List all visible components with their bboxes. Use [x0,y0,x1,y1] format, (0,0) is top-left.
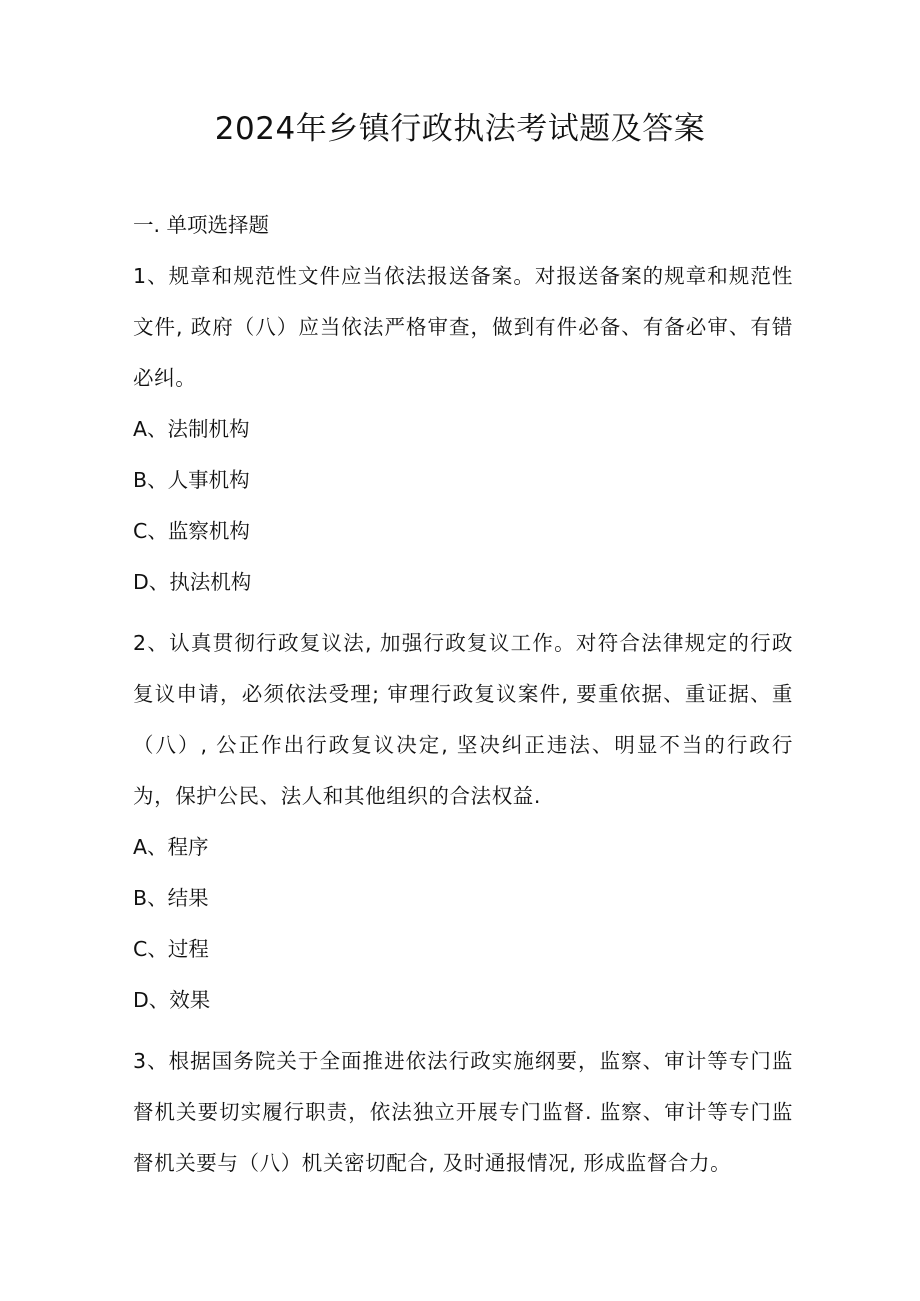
option-a: A、程序 [133,835,209,859]
option-a: A、法制机构 [133,417,250,441]
option-d: D、执法机构 [133,570,252,594]
question-stem: 2、认真贯彻行政复议法, 加强行政复议工作。对符合法律规定的行政复议申请，必须依法受理; 审理行政复议案件, 要重依据、重证据、重（八）, 公正作出行政复议决定, 坚决纠正违法、明显不当的行政行为，保护公民、法人和其他组织的合法权益. [133,631,793,808]
question-spacer [133,608,793,618]
option-d: D、效果 [133,988,211,1012]
question-stem: 1、规章和规范性文件应当依法报送备案。对报送备案的规章和规范性文件, 政府（八）应当依法严格审查，做到有件必备、有备必审、有错必纠。 [133,264,793,390]
option-c: C、过程 [133,937,209,961]
document-body [133,200,793,1189]
question-3 [133,1036,793,1189]
option-b: B、人事机构 [133,468,250,492]
question-2 [133,618,793,1026]
document-title: 2024年乡镇行政执法考试题及答案 [214,111,706,147]
question-stem: 3、根据国务院关于全面推进依法行政实施纲要，监察、审计等专门监督机关要切实履行职责，依法独立开展专门监督. 监察、审计等专门监督机关要与（八）机关密切配合, 及时通报情况, 形成监督合力。 [133,1049,793,1175]
question-spacer [133,1026,793,1036]
option-c: C、监察机构 [133,519,250,543]
option-b: B、结果 [133,886,209,910]
section-heading: 一. 单项选择题 [133,213,270,237]
question-1 [133,251,793,608]
